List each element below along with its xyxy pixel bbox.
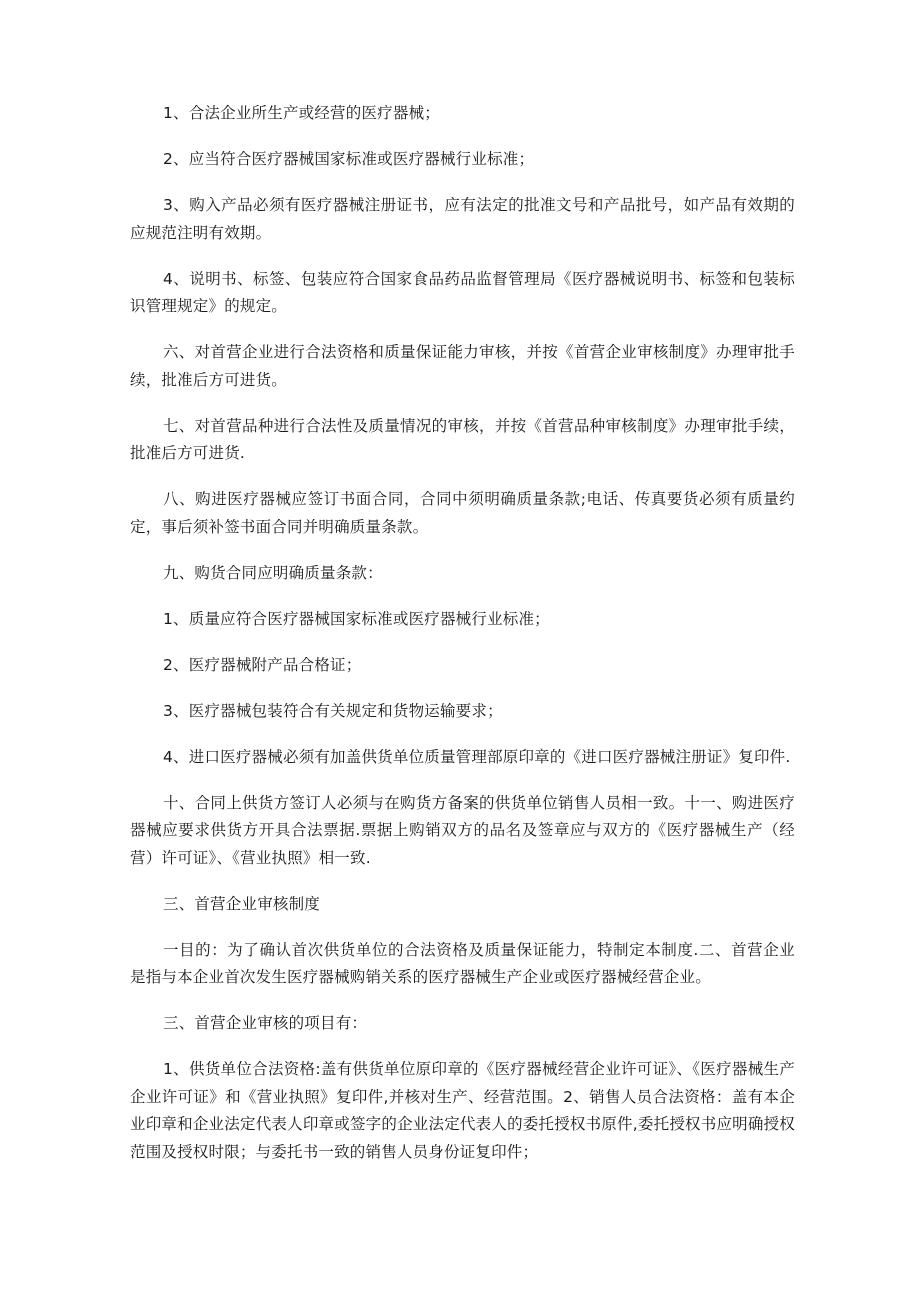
- section-heading: 三、首营企业审核制度: [163, 894, 321, 913]
- paragraph-12: 4、进口医疗器械必须有加盖供货单位质量管理部原印章的《进口医疗器械注册证》复印件.: [163, 747, 791, 766]
- paragraph-5: 六、对首营企业进行合法资格和质量保证能力审核，并按《首营企业审核制度》办理审批手续，批准后方可进货。: [130, 343, 795, 389]
- paragraph-6: 七、对首营品种进行合法性及质量情况的审核，并按《首营品种审核制度》办理审批手续，批准后方可进货.: [130, 416, 795, 462]
- paragraph-1: 1、合法企业所生产或经营的医疗器械；: [163, 104, 440, 122]
- paragraph-16: 三、首营企业审核的项目有：: [163, 1014, 368, 1032]
- paragraph-9: 1、质量应符合医疗器械国家标准或医疗器械行业标准；: [163, 609, 550, 628]
- paragraph-3: 3、购入产品必须有医疗器械注册证书，应有法定的批准文号和产品批号，如产品有效期的应规范注明有效期。: [130, 196, 795, 242]
- document-body: [130, 100, 795, 1185]
- paragraph-11: 3、医疗器械包装符合有关规定和货物运输要求；: [163, 701, 503, 720]
- paragraph-4: 4、说明书、标签、包装应符合国家食品药品监督管理局《医疗器械说明书、标签和包装标识管理规定》的规定。: [130, 269, 795, 315]
- paragraph-2: 2、应当符合医疗器械国家标准或医疗器械行业标准；: [163, 150, 535, 168]
- paragraph-17: 1、供货单位合法资格:盖有供货单位原印章的《医疗器械经营企业许可证》、《医疗器械生产企业许可证》和《营业执照》复印件,并核对生产、经营范围。2、销售人员合法资格：盖有本企业印章和企业法定代表人印章或签字的企业法定代表人的委托授权书原件,委托授权书应明确授权范围及授权时限；与委托书一致的销售人员身份证复印件；: [130, 1060, 795, 1161]
- paragraph-8: 九、购货合同应明确质量条款：: [163, 563, 383, 582]
- paragraph-7: 八、购进医疗器械应签订书面合同，合同中须明确质量条款;电话、传真要货必须有质量约定，事后须补签书面合同并明确质量条款。: [130, 490, 795, 536]
- paragraph-15: 一目的：为了确认首次供货单位的合法资格及质量保证能力，特制定本制度.二、首营企业是指与本企业首次发生医疗器械购销关系的医疗器械生产企业或医疗器械经营企业。: [130, 940, 795, 986]
- paragraph-10: 2、医疗器械附产品合格证；: [163, 655, 362, 674]
- paragraph-13: 十、合同上供货方签订人必须与在购货方备案的供货单位销售人员相一致。十一、购进医疗器械应要求供货方开具合法票据.票据上购销双方的品名及签章应与双方的《医疗器械生产（经营）许可证》、《营业执照》相一致.: [130, 793, 795, 867]
